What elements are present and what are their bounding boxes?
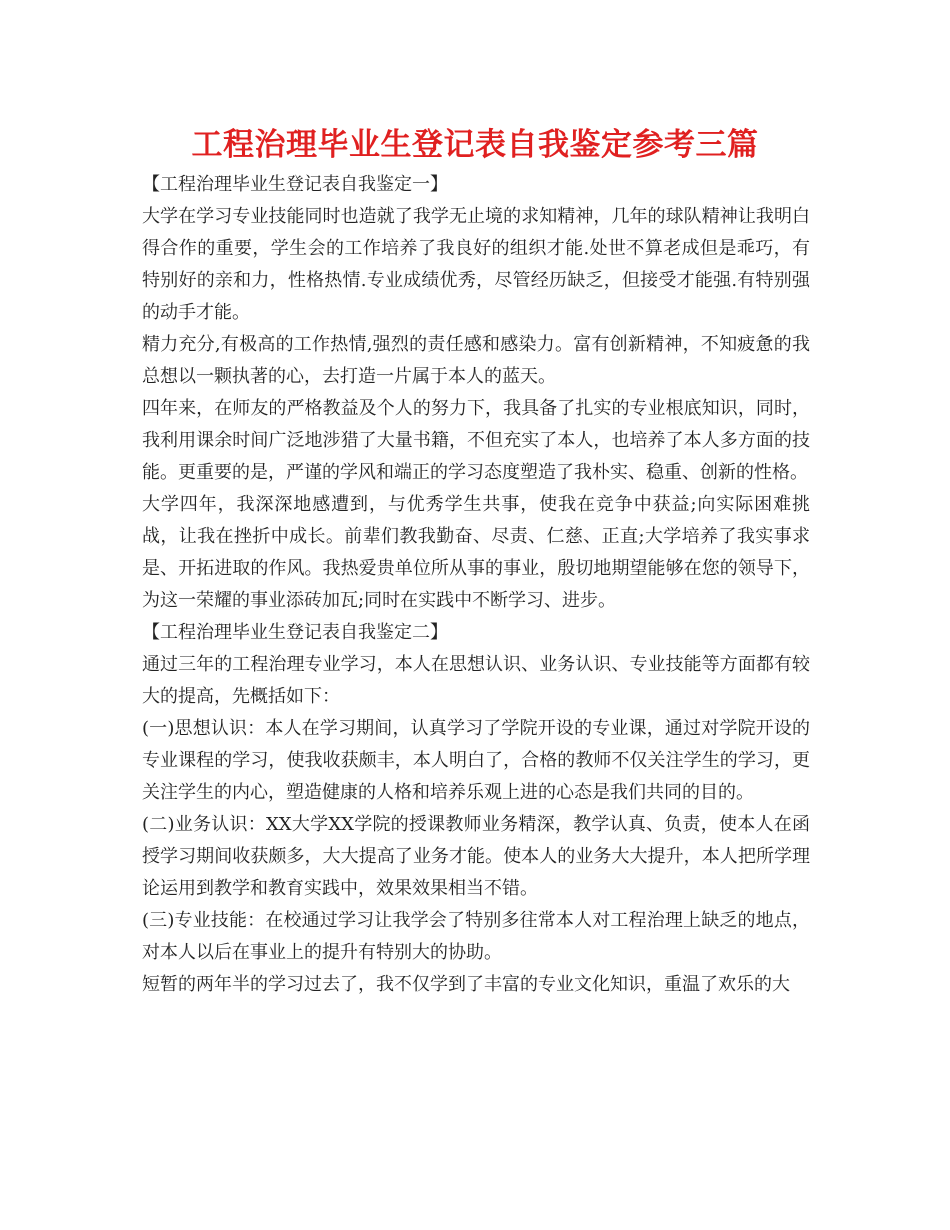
document-title: 工程治理毕业生登记表自我鉴定参考三篇 [191,127,759,163]
section-heading-1: 【工程治理毕业生登记表自我鉴定一】 [142,174,448,195]
section-heading-2: 【工程治理毕业生登记表自我鉴定二】 [142,622,448,643]
paragraph: 大学四年，我深深地感遭到，与优秀学生共事，使我在竞争中获益;向实际困难挑战，让我在挫折中成长。前辈们教我勤奋、尽责、仁慈、正直;大学培养了我实事求是、开拓进取的作风。我热爱贵单位所从事的事业，殷切地期望能够在您的领导下，为这一荣耀的事业添砖加瓦;同时在实践中不断学习、进步。 [142,494,810,611]
paragraph: (一)思想认识：本人在学习期间，认真学习了学院开设的专业课，通过对学院开设的专业课程的学习，使我收获颇丰，本人明白了，合格的教师不仅关注学生的学习，更关注学生的内心，塑造健康的人格和培养乐观上进的心态是我们共同的目的。 [142,718,810,803]
paragraph: (二)业务认识：XX大学XX学院的授课教师业务精深，教学认真、负责，使本人在函授学习期间收获颇多，大大提高了业务才能。使本人的业务大大提升，本人把所学理论运用到教学和教育实践中，效果效果相当不错。 [142,814,810,899]
document-body [142,169,810,1001]
paragraph: 大学在学习专业技能同时也造就了我学无止境的求知精神，几年的球队精神让我明白得合作的重要，学生会的工作培养了我良好的组织才能.处世不算老成但是乖巧，有特别好的亲和力，性格热情.专业成绩优秀，尽管经历缺乏，但接受才能强.有特别强的动手才能。 [142,206,810,323]
paragraph: 四年来，在师友的严格教益及个人的努力下，我具备了扎实的专业根底知识，同时，我利用课余时间广泛地涉猎了大量书籍，不但充实了本人，也培养了本人多方面的技能。更重要的是，严谨的学风和端正的学习态度塑造了我朴实、稳重、创新的性格。 [142,398,810,483]
paragraph: 精力充分,有极高的工作热情,强烈的责任感和感染力。富有创新精神，不知疲惫的我总想以一颗执著的心，去打造一片属于本人的蓝天。 [142,334,810,387]
paragraph: 通过三年的工程治理专业学习，本人在思想认识、业务认识、专业技能等方面都有较大的提高，先概括如下： [142,654,810,707]
paragraph: 短暂的两年半的学习过去了，我不仅学到了丰富的专业文化知识，重温了欢乐的大 [142,974,790,995]
paragraph: (三)专业技能：在校通过学习让我学会了特别多往常本人对工程治理上缺乏的地点，对本人以后在事业上的提升有特别大的协助。 [142,910,810,963]
